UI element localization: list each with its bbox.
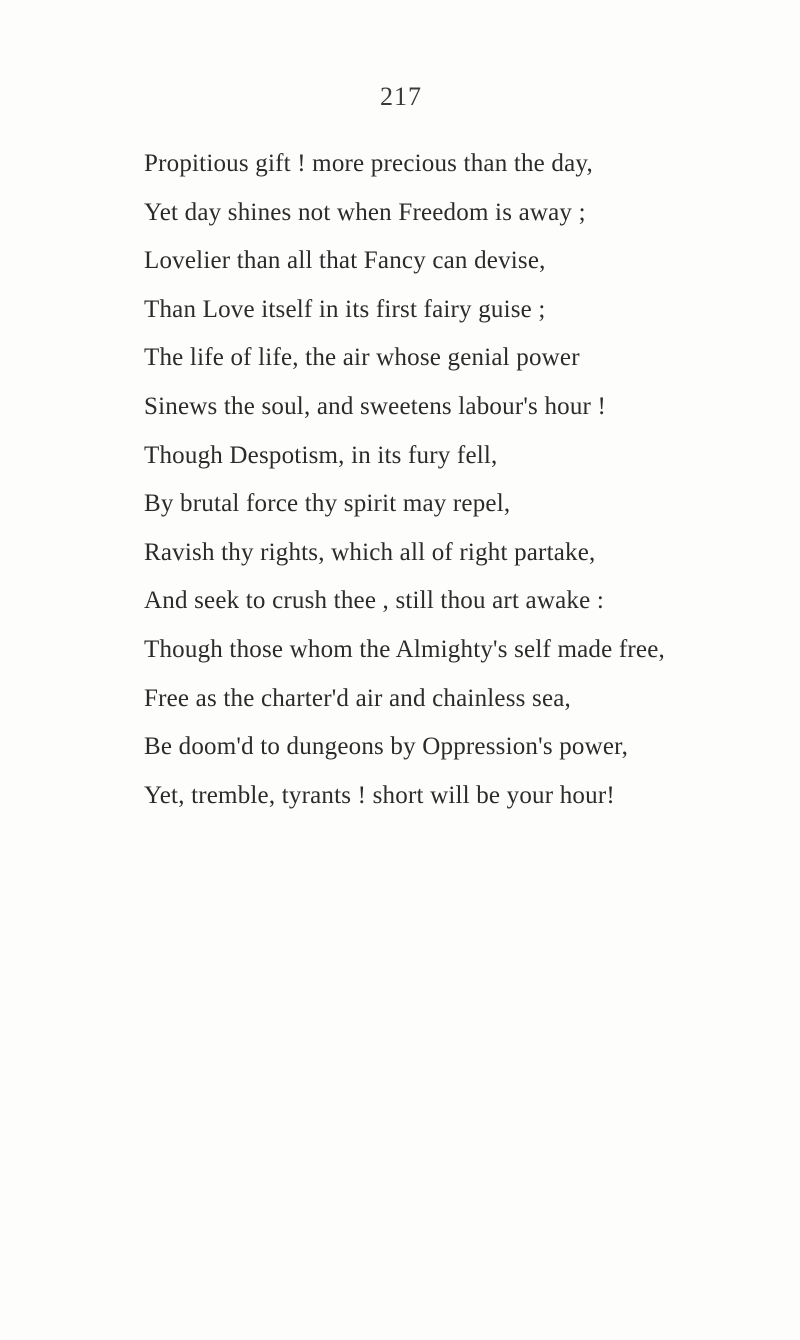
poem-line: Than Love itself in its first fairy guise ; bbox=[144, 295, 546, 323]
poem-line: The life of life, the air whose genial power bbox=[144, 344, 580, 372]
poem-line: Sinews the soul, and sweetens labour's hour ! bbox=[144, 392, 607, 420]
poem-line: Propitious gift ! more precious than the day, bbox=[144, 150, 593, 177]
poem-line: Lovelier than all that Fancy can devise, bbox=[144, 247, 546, 275]
poem-line: Yet day shines not when Freedom is away ; bbox=[144, 198, 586, 226]
poem-line: Though those whom the Almighty's self made free, bbox=[144, 635, 665, 663]
poem-line: Yet, tremble, tyrants ! short will be your hour! bbox=[144, 781, 615, 809]
poem-line: Though Despotism, in its fury fell, bbox=[144, 441, 498, 469]
poem-line: By brutal force thy spirit may repel, bbox=[144, 490, 511, 518]
poem-line: Ravish thy rights, which all of right partake, bbox=[144, 538, 596, 566]
poem-line: Free as the charter'd air and chainless sea, bbox=[144, 684, 572, 712]
page-number: 217 bbox=[380, 82, 422, 111]
poem-line: And seek to crush thee , still thou art awake : bbox=[144, 587, 604, 615]
poem-line: Be doom'd to dungeons by Oppression's power, bbox=[144, 733, 629, 761]
poem-body bbox=[144, 140, 784, 820]
